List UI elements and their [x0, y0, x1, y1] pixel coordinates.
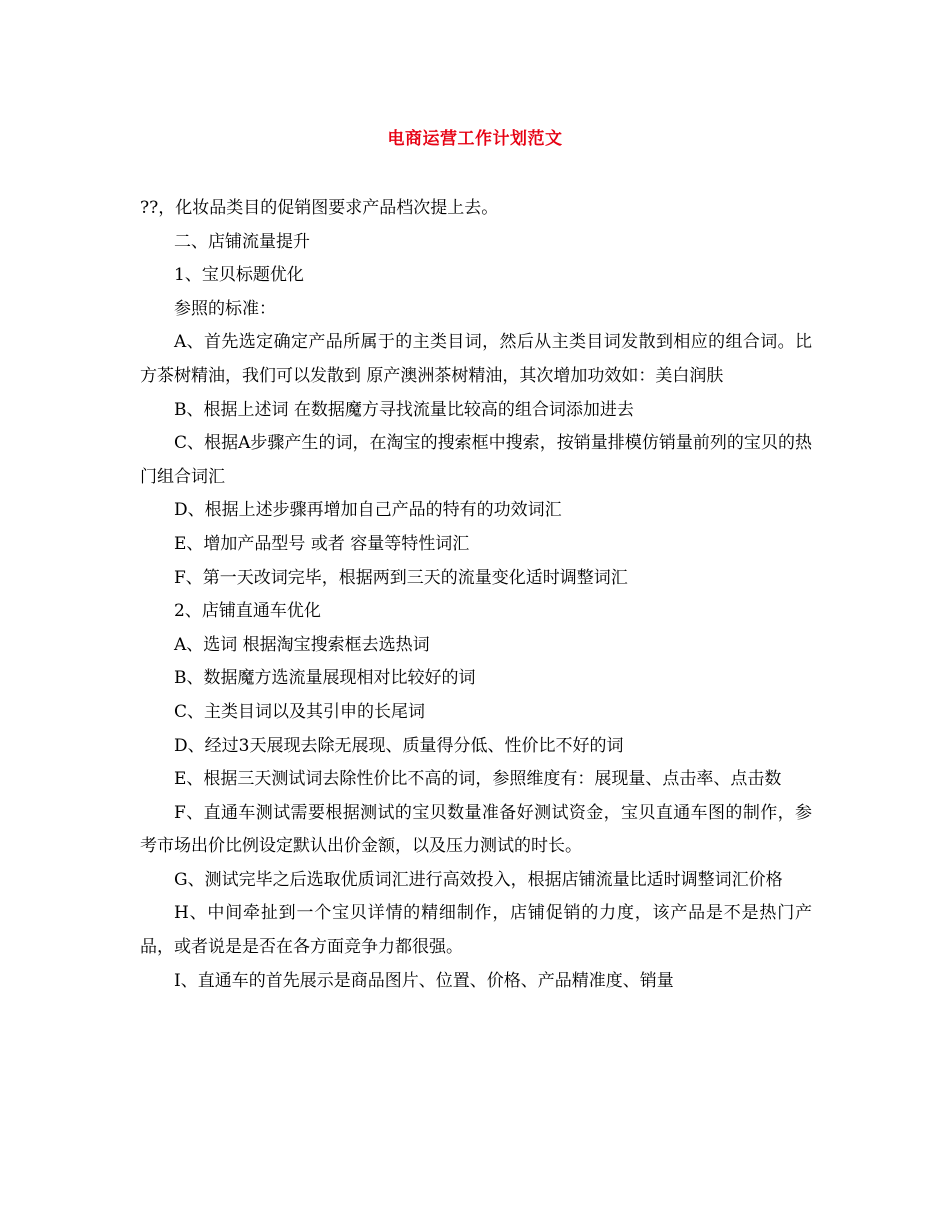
paragraph: 参照的标准：: [174, 298, 276, 319]
paragraph: E、根据三天测试词去除性价比不高的词，参照维度有：展现量、点击率、点击数: [174, 769, 782, 790]
subsection-heading: 2、店铺直通车优化: [174, 601, 321, 622]
document-title: 电商运营工作计划范文: [387, 129, 563, 149]
document-body: [140, 192, 812, 998]
subsection-heading: 1、宝贝标题优化: [174, 265, 304, 286]
paragraph: B、根据上述词 在数据魔方寻找流量比较高的组合词添加进去: [174, 399, 634, 420]
paragraph: H、中间牵扯到一个宝贝详情的精细制作，店铺促销的力度，该产品是不是热门产品，或者说是是否在各方面竞争力都很强。: [140, 903, 812, 958]
paragraph: F、第一天改词完毕，根据两到三天的流量变化适时调整词汇: [174, 567, 628, 588]
paragraph: A、选词 根据淘宝搜索框去选热词: [174, 634, 430, 655]
paragraph: D、根据上述步骤再增加自己产品的特有的功效词汇: [174, 500, 562, 521]
paragraph: ??，化妆品类目的促销图要求产品档次提上去。: [140, 198, 499, 218]
paragraph: B、数据魔方选流量展现相对比较好的词: [174, 668, 476, 689]
paragraph: E、增加产品型号 或者 容量等特性词汇: [174, 533, 470, 554]
paragraph: F、直通车测试需要根据测试的宝贝数量准备好测试资金，宝贝直通车图的制作，参考市场出价比例设定默认出价金额，以及压力测试的时长。: [140, 802, 812, 857]
paragraph: D、经过3天展现去除无展现、质量得分低、性价比不好的词: [174, 735, 624, 756]
paragraph: C、根据A步骤产生的词，在淘宝的搜索框中搜索，按销量排模仿销量前列的宝贝的热门组合词汇: [140, 433, 812, 487]
paragraph: A、首先选定确定产品所属于的主类目词，然后从主类目词发散到相应的组合词。比方茶树精油，我们可以发散到 原产澳洲茶树精油，其次增加功效如：美白润肤: [140, 332, 812, 386]
paragraph: I、直通车的首先展示是商品图片、位置、价格、产品精准度、销量: [174, 970, 674, 991]
paragraph: G、测试完毕之后选取优质词汇进行高效投入，根据店铺流量比适时调整词汇价格: [174, 869, 783, 890]
paragraph: C、主类目词以及其引申的长尾词: [174, 701, 426, 722]
section-heading: 二、店铺流量提升: [174, 231, 310, 252]
